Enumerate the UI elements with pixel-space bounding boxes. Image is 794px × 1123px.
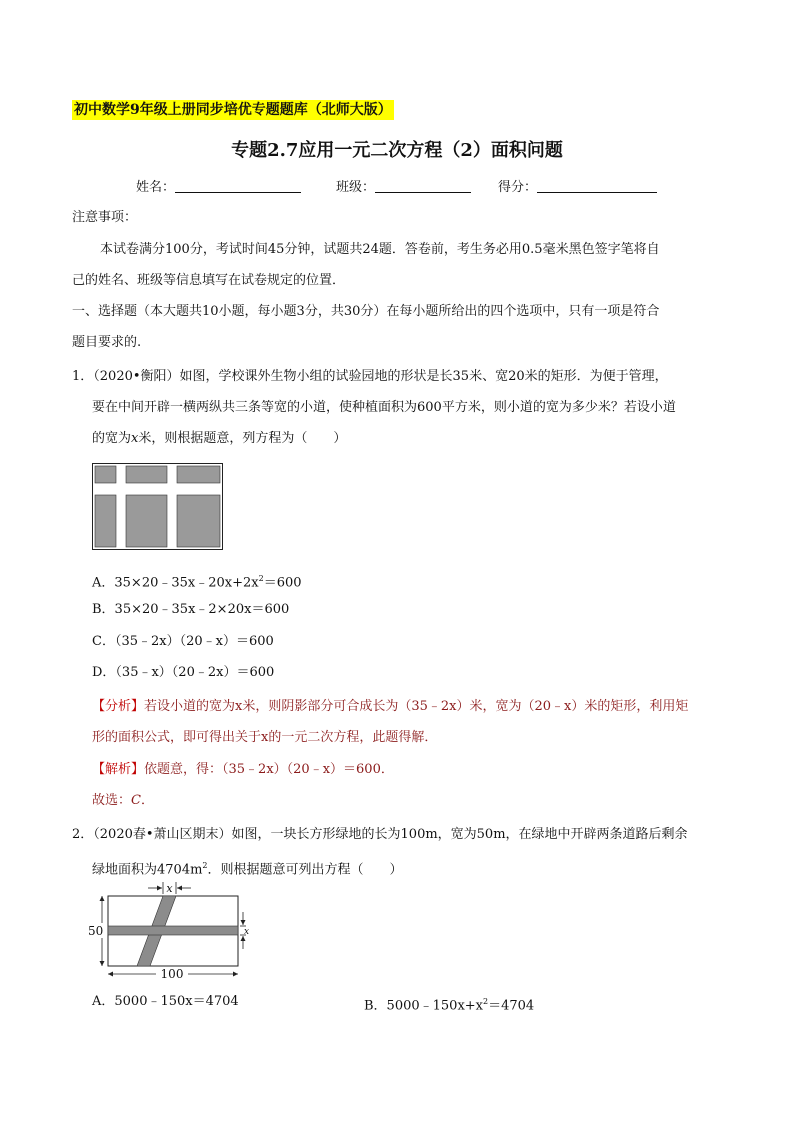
score-label: 得分： xyxy=(498,180,538,195)
q2-label-x-right: x xyxy=(244,927,250,937)
q1-line-1: 1．（2020•衡阳）如图，学校课外生物小组的试验园地的形状是长35米、宽20米的矩形．为便于管理， xyxy=(72,369,668,384)
solution-tag: 【解析】 xyxy=(92,762,145,777)
q2-label-100: 100 xyxy=(160,967,184,981)
q2-option-a[interactable]: A．5000﹣150x＝4704 xyxy=(92,994,239,1009)
series-header: 初中数学9年级上册同步培优专题题库（北师大版） xyxy=(74,102,392,118)
score-blank[interactable] xyxy=(537,178,657,193)
class-label: 班级： xyxy=(336,180,376,195)
class-blank[interactable] xyxy=(375,178,471,193)
q1-option-d[interactable]: D．（35﹣x）（20﹣2x）＝600 xyxy=(92,665,275,680)
q1-line-3: 的宽为x米，则根据题意，列方程为（ ） xyxy=(92,431,347,446)
q2-label-50: 50 xyxy=(88,924,104,938)
notice-line-2: 己的姓名、班级等信息填写在试卷规定的位置． xyxy=(72,273,346,288)
q1-option-a[interactable]: A．$35\times 20﹣35x﹣20x+2x^2=600$ xyxy=(92,574,302,591)
name-label: 姓名： xyxy=(136,180,176,195)
analysis-tag: 【分析】 xyxy=(92,699,145,714)
q2-label-x-top: x xyxy=(166,882,173,895)
q2-line-2: 绿地面积为$4704m^2$．则根据题意可列出方程（ ） xyxy=(92,861,403,878)
notice-heading: 注意事项： xyxy=(72,210,138,225)
q2-green-land-figure xyxy=(88,880,258,982)
name-blank[interactable] xyxy=(175,178,301,193)
class-field xyxy=(336,176,471,195)
q1-garden-figure xyxy=(92,463,224,551)
q1-option-b[interactable]: B．35×20﹣35x﹣2×20x＝600 xyxy=(92,602,290,617)
q1-line-2: 要在中间开辟一横两纵共三条等宽的小道，使种植面积为600平方米，则小道的宽为多少米？若设小道 xyxy=(92,400,676,415)
q1-solution: 【解析】依题意，得：（35﹣2x）（20﹣x）＝600． xyxy=(92,762,394,777)
score-field xyxy=(498,176,657,195)
section-1-line-1: 一、选择题（本大题共10小题，每小题3分，共30分）在每小题所给出的四个选项中，只有一项是符合 xyxy=(72,304,660,319)
q1-analysis-line-1: 【分析】若设小道的宽为x米，则阴影部分可合成长为（35﹣2x）米，宽为（20﹣x）米的矩形，利用矩 xyxy=(92,699,689,714)
name-field xyxy=(136,176,301,195)
q1-analysis-line-2: 形的面积公式，即可得出关于x的一元二次方程，此题得解． xyxy=(92,730,438,745)
page-title: 专题2.7应用一元二次方程（2）面积问题 xyxy=(231,140,563,161)
q1-answer: 故选：C． xyxy=(92,793,154,808)
section-1-line-2: 题目要求的. xyxy=(72,335,142,350)
notice-line-1: 本试卷满分100分，考试时间45分钟，试题共24题．答卷前，考生务必用0.5毫米黑色签字笔将自 xyxy=(100,242,660,257)
q2-line-1: 2．（2020春•萧山区期末）如图，一块长方形绿地的长为100m，宽为50m，在绿地中开辟两条道路后剩余 xyxy=(72,827,688,842)
q1-option-c[interactable]: C．（35﹣2x）（20﹣x）＝600 xyxy=(92,634,274,649)
q2-option-b[interactable]: B．$5000﹣150x+x^2=4704$ xyxy=(364,997,535,1014)
